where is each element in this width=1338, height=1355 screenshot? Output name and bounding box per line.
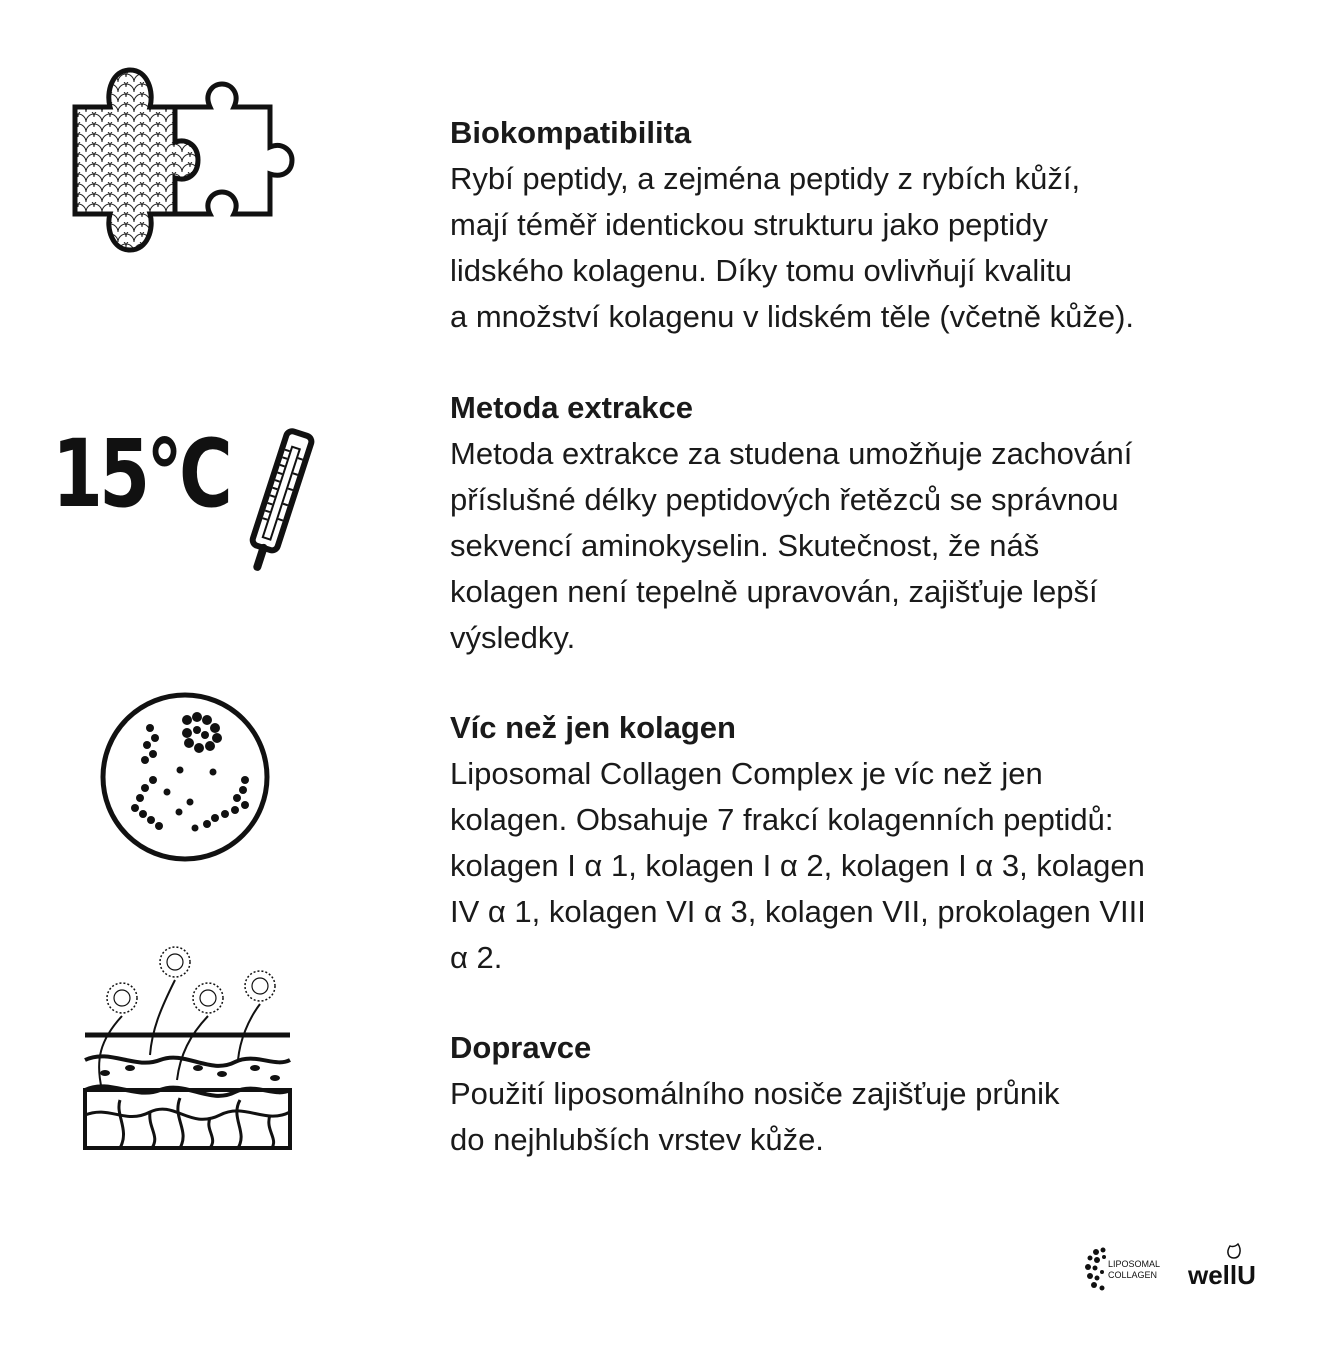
collagen-text: COLLAGEN (1108, 1270, 1158, 1280)
body-line: příslušné délky peptidových řetězců se správnou (450, 482, 1119, 517)
body-line: do nejhlubších vrstev kůže. (450, 1122, 824, 1157)
body-line: kolagen. Obsahuje 7 frakcí kolagenních peptidů: (450, 802, 1114, 837)
footer-logos (1082, 1238, 1282, 1300)
body-line: sekvencí aminokyselin. Skutečnost, že náš (450, 528, 1040, 563)
body-line: IV α 1, kolagen VI α 3, kolagen VII, prokolagen VIII (450, 894, 1146, 929)
liposomal-text: LIPOSOMAL (1108, 1259, 1161, 1269)
skin-layers-icon (80, 940, 295, 1155)
body-line: kolagen I α 1, kolagen I α 2, kolagen I α 3, kolagen (450, 848, 1145, 883)
section-title: Biokompatibilita (450, 115, 692, 150)
body-line: α 2. (450, 940, 503, 975)
body-line: lidského kolagenu. Díky tomu ovlivňují kvalitu (450, 253, 1073, 288)
body-line: Rybí peptidy, a zejména peptidy z rybích kůží, (450, 161, 1081, 196)
body-line: výsledky. (450, 620, 576, 655)
section-title: Víc než jen kolagen (450, 710, 736, 745)
temperature-label: 15°C (52, 420, 229, 529)
body-line: a množství kolagenu v lidském těle (včetně kůže). (450, 299, 1135, 334)
puzzle-icon (70, 62, 300, 262)
body-line: mají téměř identickou strukturu jako peptidy (450, 207, 1048, 242)
body-line: Použití liposomálního nosiče zajišťuje průnik (450, 1076, 1060, 1111)
body-line: Liposomal Collagen Complex je víc než jen (450, 756, 1043, 791)
peptide-circle-icon (95, 690, 275, 865)
section-title: Dopravce (450, 1030, 592, 1065)
liposomal-collagen-logo (1082, 1238, 1172, 1300)
wellu-logo (1182, 1238, 1282, 1300)
body-line: kolagen není tepelně upravován, zajišťuje lepší (450, 574, 1098, 609)
body-line: Metoda extrakce za studena umožňuje zachování (450, 436, 1133, 471)
thermometer-icon (236, 425, 321, 575)
section-title: Metoda extrakce (450, 390, 693, 425)
wellu-text: wellU (1188, 1260, 1256, 1290)
